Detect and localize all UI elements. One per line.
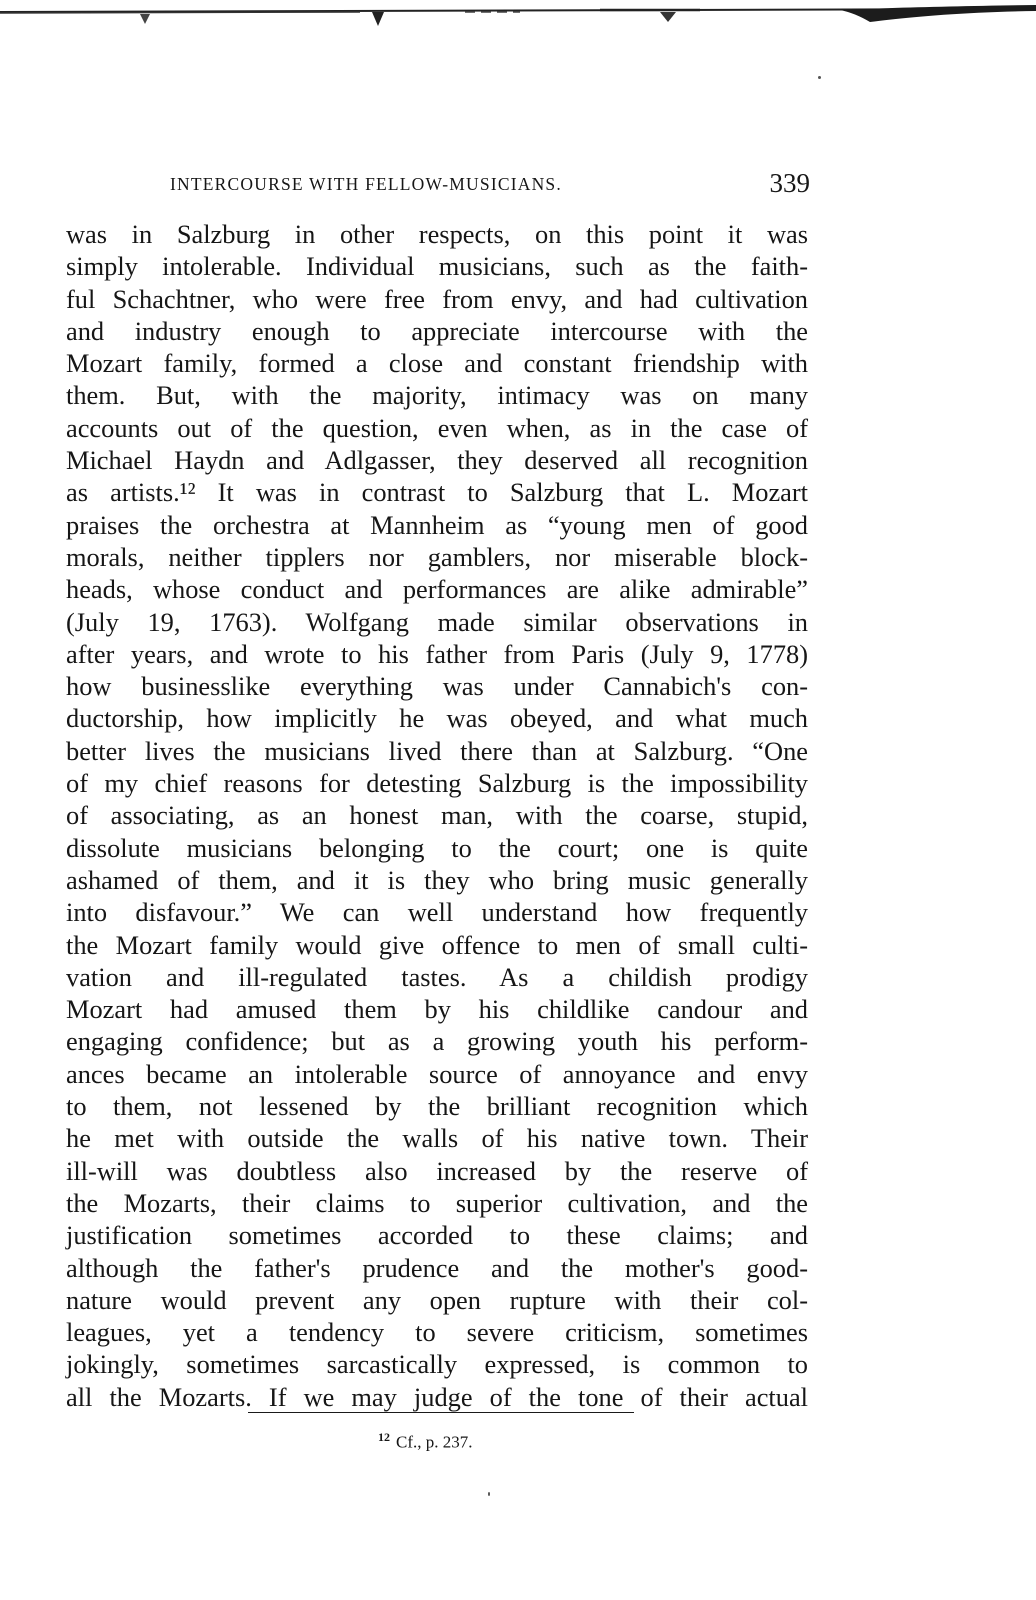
- text-line: he met with outside the walls of his native town. Their: [66, 1123, 808, 1154]
- text-line: them. But, with the majority, intimacy was on many: [66, 380, 808, 411]
- text-line: ashamed of them, and it is they who bring music generally: [66, 864, 808, 895]
- text-line: the Mozart family would give offence to men of small culti-: [66, 929, 808, 960]
- text-line: to them, not lessened by the brilliant recognition which: [66, 1091, 808, 1122]
- text-line: Michael Haydn and Adlgasser, they deserved all recognition: [66, 445, 808, 476]
- text-line: dissolute musicians belonging to the court; one is quite: [66, 832, 808, 863]
- text-line: ances became an intolerable source of annoyance and envy: [66, 1058, 808, 1089]
- text-line: engaging confidence; but as a growing youth his perform-: [66, 1026, 808, 1057]
- text-line: leagues, yet a tendency to severe criticism, sometimes: [66, 1317, 808, 1348]
- text-line: nature would prevent any open rupture with their col-: [66, 1284, 808, 1315]
- page-number: 339: [769, 168, 810, 198]
- text-line: of my chief reasons for detesting Salzburg is the impossibility: [66, 768, 808, 799]
- text-line: the Mozarts, their claims to superior cultivation, and the: [66, 1187, 808, 1218]
- text-line: heads, whose conduct and performances are alike admirable”: [66, 574, 808, 605]
- scan-speck: [488, 1492, 490, 1496]
- text-line: (July 19, 1763). Wolfgang made similar observations in: [66, 606, 808, 637]
- text-line: was in Salzburg in other respects, on this point it was: [66, 219, 808, 249]
- text-line: jokingly, sometimes sarcastically expressed, is common to: [66, 1349, 808, 1380]
- text-line: accounts out of the question, even when, as in the case of: [66, 412, 808, 443]
- footnote-mark: 12: [378, 1430, 390, 1444]
- text-line: ful Schachtner, who were free from envy, and had cultivation: [66, 283, 808, 314]
- scan-top-edge-rule: [0, 0, 1036, 40]
- text-line: as artists.¹² It was in contrast to Salzburg that L. Mozart: [66, 477, 808, 508]
- scan-speck: [818, 76, 821, 79]
- running-head-title: INTERCOURSE WITH FELLOW-MUSICIANS.: [170, 174, 562, 194]
- text-line: into disfavour.” We can well understand how frequently: [66, 897, 808, 928]
- text-line: how businesslike everything was under Cannabich's con-: [66, 671, 808, 702]
- text-line: although the father's prudence and the mother's good-: [66, 1252, 808, 1283]
- text-line: better lives the musicians lived there than at Salzburg. “One: [66, 735, 808, 766]
- text-line: all the Mozarts. If we may judge of the tone of their actual: [66, 1381, 808, 1412]
- text-line: morals, neither tipplers nor gamblers, nor miserable block-: [66, 541, 808, 572]
- text-line: vation and ill-regulated tastes. As a childish prodigy: [66, 961, 808, 992]
- text-line: and industry enough to appreciate intercourse with the: [66, 315, 808, 346]
- text-line: Mozart had amused them by his childlike candour and: [66, 994, 808, 1025]
- body-text: [66, 218, 808, 1413]
- text-line: ill-will was doubtless also increased by the reserve of: [66, 1155, 808, 1186]
- text-line: ductorship, how implicitly he was obeyed, and what much: [66, 703, 808, 734]
- footnote-text: Cf., p. 237.: [396, 1432, 473, 1452]
- text-line: simply intolerable. Individual musicians, such as the faith-: [66, 251, 808, 282]
- text-line: justification sometimes accorded to these claims; and: [66, 1220, 808, 1251]
- text-line: of associating, as an honest man, with the coarse, stupid,: [66, 800, 808, 831]
- running-head: [170, 168, 810, 208]
- text-line: praises the orchestra at Mannheim as “young men of good: [66, 509, 808, 540]
- text-line: Mozart family, formed a close and constant friendship with: [66, 348, 808, 379]
- footnote-divider: [248, 1412, 634, 1413]
- footnote: [378, 1430, 473, 1453]
- text-line: after years, and wrote to his father from Paris (July 9, 1778): [66, 638, 808, 669]
